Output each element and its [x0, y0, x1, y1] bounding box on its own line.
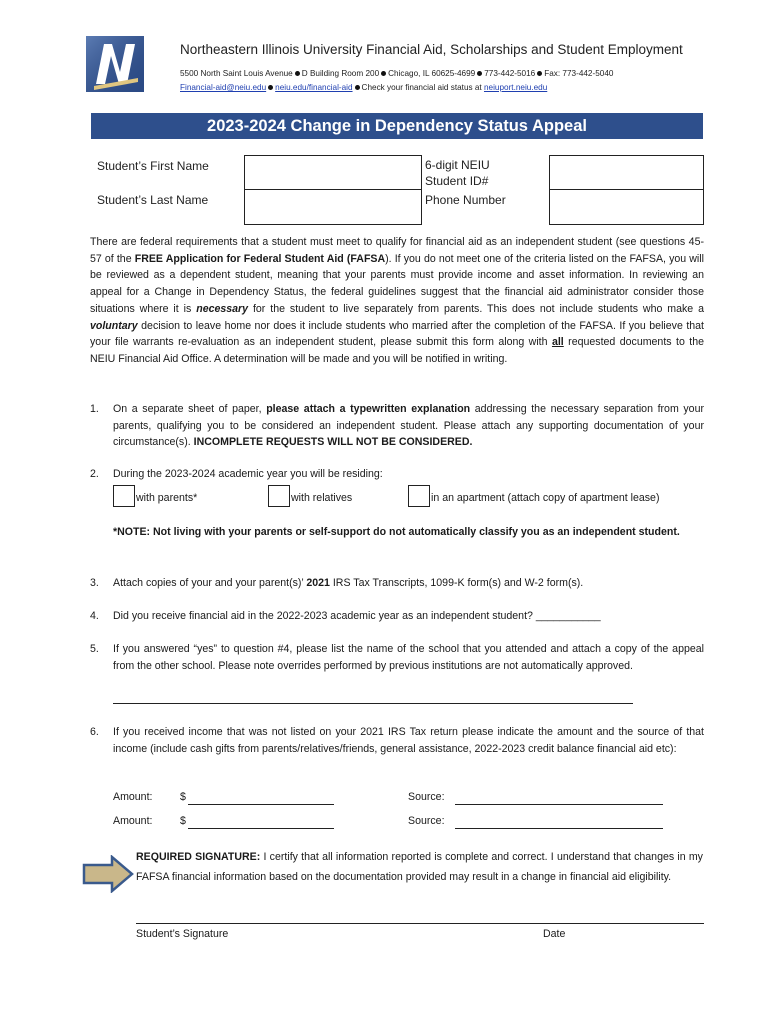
- address-line: [180, 69, 613, 78]
- last-name-label: Student’s Last Name: [97, 193, 209, 207]
- item-4-text: Did you receive financial aid in the 2022-2023 academic year as an independent student? ___________: [113, 610, 601, 622]
- school-name-line[interactable]: [113, 693, 633, 704]
- status-prefix: Check your financial aid status at: [361, 83, 482, 92]
- first-name-label: Student’s First Name: [97, 159, 209, 173]
- student-signature-label: Student’s Signature: [136, 928, 229, 940]
- signature-certification: [136, 847, 703, 887]
- amount-label-1: Amount:: [113, 791, 153, 803]
- amount-label-2: Amount:: [113, 815, 153, 827]
- item-bold: please attach a typewritten explanation: [266, 403, 471, 415]
- arrow-right-icon: [82, 855, 134, 893]
- signature-line[interactable]: [136, 923, 704, 924]
- last-name-field[interactable]: [244, 189, 422, 225]
- with-relatives-label: with relatives: [291, 492, 353, 504]
- item-4: [90, 608, 704, 626]
- phone-label: Phone Number: [425, 193, 506, 207]
- amount-field-1[interactable]: [188, 792, 334, 805]
- source-field-2[interactable]: [455, 816, 663, 829]
- intro-emphasis: all: [551, 336, 564, 349]
- street-address: 5500 North Saint Louis Avenue: [180, 69, 293, 78]
- item-number: 3.: [90, 577, 99, 589]
- item-text: On a separate sheet of paper,: [113, 403, 267, 415]
- student-id-field[interactable]: [549, 155, 704, 190]
- status-link[interactable]: neiuport.neiu.edu: [483, 83, 548, 92]
- item-text: IRS Tax Transcripts, 1099-K form(s) and W-2 form(s).: [329, 577, 584, 589]
- intro-text: There are federal requirements that a student must meet to qualify for financial aid as an independent student (see questions 45-57 of the: [90, 236, 704, 265]
- source-field-1[interactable]: [455, 792, 663, 805]
- item-2: [90, 466, 704, 484]
- item-number: 4.: [90, 610, 99, 622]
- with-parents-checkbox[interactable]: [113, 485, 135, 507]
- organization-name: Northeastern Illinois University Financial Aid, Scholarships and Student Employment: [180, 42, 683, 57]
- item-6: [90, 724, 704, 776]
- intro-text: ). If you do not meet one of the criteria listed on the FAFSA, you will be reviewed as a dependent student, meaning that your parents must provide income and asset information. In reviewing an appeal for a Change in Dependency Status, the federal guidelines suggest that the financial aid administrator consider those situations where it is: [90, 252, 704, 315]
- bullet-icon: [268, 85, 273, 90]
- item-1-text: [113, 401, 704, 451]
- student-id-label-line2: Student ID#: [425, 174, 489, 188]
- item-6-text: If you received income that was not listed on your 2021 IRS Tax return please indicate the amount and the source of that income (include cash gifts from parents/relatives/friends, general assistance, 2022-2023 credit balance financial aid etc):: [113, 726, 704, 755]
- intro-text: requested documents to the NEIU Financial Aid Office. A determination will be made and you will be notified in writing.: [90, 336, 704, 365]
- intro-text: decision to leave home nor does it include students who married after the completion of the FAFSA. If you believe that your file warrants re-evaluation as an independent student, please submit this form along with: [90, 319, 704, 349]
- item-2-text: During the 2023-2024 academic year you will be residing:: [113, 468, 383, 480]
- item-number: 6.: [90, 726, 99, 738]
- intro-paragraph: [90, 234, 704, 368]
- first-name-field[interactable]: [244, 155, 422, 190]
- with-relatives-checkbox[interactable]: [268, 485, 290, 507]
- item-5-text: If you answered “yes” to question #4, please list the name of the school that you attended and attach a copy of the appeal from the other school. Please note overrides performed by previous institutions are not automatically approved.: [113, 643, 704, 672]
- apartment-label: in an apartment (attach copy of apartment lease): [431, 492, 660, 504]
- item-bold: INCOMPLETE REQUESTS WILL NOT BE CONSIDERED.: [193, 436, 473, 449]
- item-1: [90, 401, 704, 453]
- item-bold: 2021: [306, 577, 330, 589]
- currency-symbol-2: $: [180, 815, 186, 827]
- city: Chicago, IL 60625-4699: [388, 69, 476, 78]
- residence-note: *NOTE: Not living with your parents or self-support do not automatically classify you as an independent student.: [113, 526, 680, 538]
- bullet-icon: [381, 71, 386, 76]
- item-number: 5.: [90, 643, 99, 655]
- website-link[interactable]: neiu.edu/financial-aid: [275, 83, 353, 92]
- student-id-label-line1: 6-digit NEIU: [425, 158, 490, 172]
- phone-field[interactable]: [549, 189, 704, 225]
- email-link[interactable]: Financial-aid@neiu.edu: [180, 83, 267, 92]
- item-5: [90, 641, 704, 693]
- item-number: 2.: [90, 468, 99, 480]
- item-3-text: [113, 575, 704, 592]
- contact-line: [180, 83, 547, 92]
- apartment-checkbox[interactable]: [408, 485, 430, 507]
- amount-field-2[interactable]: [188, 816, 334, 829]
- neiu-logo: [86, 36, 144, 92]
- student-id-label: [425, 158, 490, 188]
- intro-text: for the student to live separately from parents. This does not include students who make a: [248, 302, 704, 315]
- item-text: addressing the necessary separation from your parents, qualifying you to be considered an independent student. Please attach any supporting documentation of your circumstance(s).: [113, 403, 704, 449]
- item-3: [90, 575, 704, 593]
- intro-emphasis: necessary: [196, 302, 249, 315]
- item-number: 1.: [90, 403, 99, 415]
- bullet-icon: [477, 71, 482, 76]
- intro-bold: FREE Application for Federal Student Aid (FAFSA: [134, 252, 386, 265]
- certification-text: I certify that all information reported is complete and correct. I understand that changes in my FAFSA financial information based on the documentation provided may result in a change in financial aid eligibility.: [136, 851, 703, 883]
- date-label: Date: [543, 928, 566, 940]
- required-signature-label: REQUIRED SIGNATURE:: [136, 851, 261, 863]
- room: D Building Room 200: [301, 69, 380, 78]
- phone: 773-442-5016: [484, 69, 536, 78]
- form-title: 2023-2024 Change in Dependency Status Appeal: [91, 113, 703, 139]
- source-label-2: Source:: [408, 815, 445, 827]
- with-parents-label: with parents*: [136, 492, 198, 504]
- bullet-icon: [355, 85, 360, 90]
- bullet-icon: [295, 71, 300, 76]
- item-text: Attach copies of your and your parent(s)’: [113, 577, 307, 589]
- bullet-icon: [537, 71, 542, 76]
- intro-emphasis: voluntary: [90, 319, 138, 332]
- source-label-1: Source:: [408, 791, 445, 803]
- fax: Fax: 773-442-5040: [544, 69, 614, 78]
- currency-symbol-1: $: [180, 791, 186, 803]
